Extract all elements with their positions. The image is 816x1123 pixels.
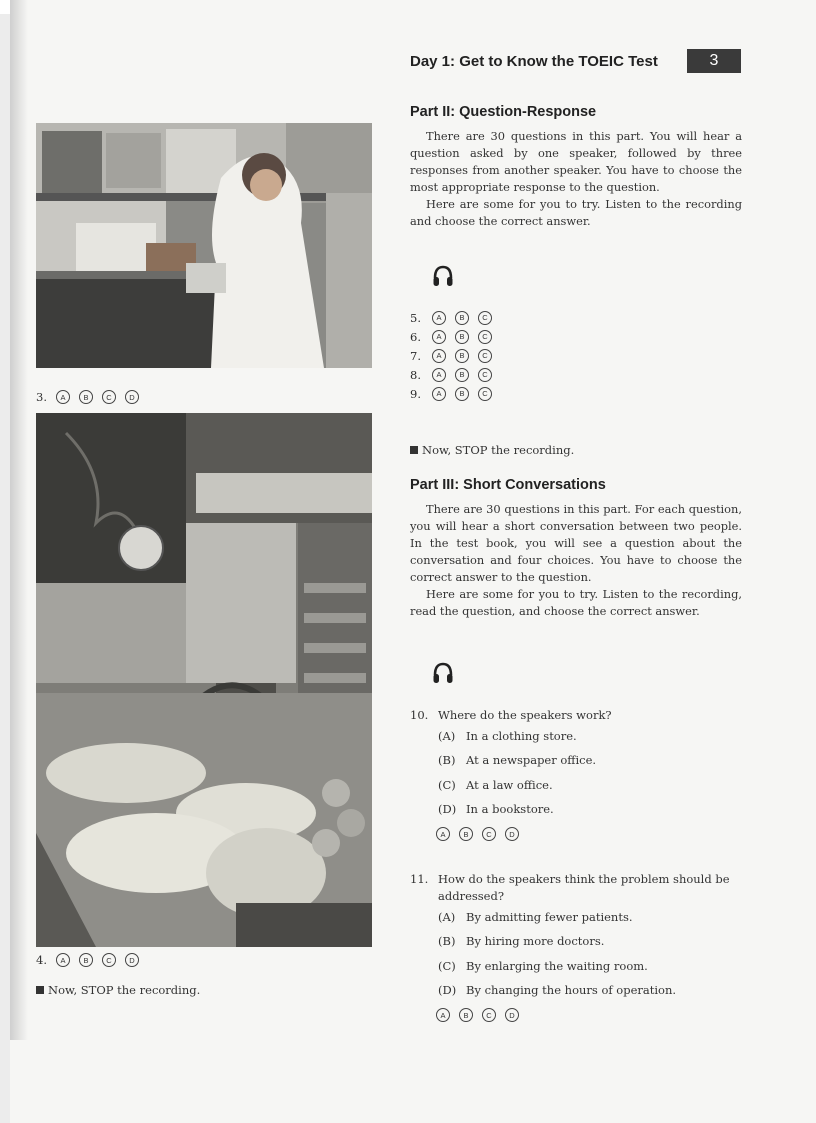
- choice-bubble[interactable]: D: [505, 827, 519, 841]
- choice-bubble[interactable]: B: [455, 330, 469, 344]
- option-text: At a law office.: [466, 777, 553, 792]
- answer-row: [410, 346, 501, 365]
- question-number: 5.: [410, 310, 421, 325]
- question-number: 8.: [410, 367, 421, 382]
- option-c[interactable]: [410, 954, 746, 979]
- part2-heading: Part II: Question-Response: [410, 104, 597, 120]
- choice-bubble[interactable]: A: [432, 330, 446, 344]
- choice-bubble[interactable]: C: [478, 349, 492, 363]
- stop-recording-note: [410, 443, 574, 457]
- answer-row: [410, 384, 501, 403]
- choice-bubble[interactable]: C: [102, 953, 116, 967]
- choice-bubble[interactable]: A: [436, 1008, 450, 1022]
- photo-4-number: 4.: [36, 953, 47, 967]
- answer-bubbles: [410, 1003, 746, 1027]
- question-number: 7.: [410, 348, 421, 363]
- stop-square-icon: [410, 446, 418, 454]
- part3-para2: Here are some for you to try. Listen to the recording, read the question, and choose the correct answer.: [410, 587, 742, 618]
- question-text: Where do the speakers work?: [438, 708, 612, 722]
- choice-bubble[interactable]: A: [436, 827, 450, 841]
- question-number: 6.: [410, 329, 421, 344]
- choice-bubble[interactable]: B: [455, 368, 469, 382]
- choice-bubble[interactable]: C: [478, 311, 492, 325]
- option-text: By enlarging the waiting room.: [466, 958, 648, 973]
- option-b[interactable]: [410, 749, 746, 774]
- photo-lab-worker: [36, 123, 372, 368]
- option-text: In a clothing store.: [466, 728, 577, 743]
- photo-3-answer-row: [36, 390, 148, 404]
- question-11: [410, 871, 746, 1027]
- choice-bubble[interactable]: D: [125, 390, 139, 404]
- option-d[interactable]: [410, 979, 746, 1004]
- answer-row: [410, 327, 501, 346]
- page-gutter-shadow: [10, 0, 28, 1040]
- option-b[interactable]: [410, 930, 746, 955]
- choice-bubble[interactable]: A: [432, 368, 446, 382]
- choice-bubble[interactable]: C: [482, 827, 496, 841]
- choice-bubble[interactable]: A: [432, 311, 446, 325]
- part2-intro: [410, 128, 742, 230]
- part3-para1: There are 30 questions in this part. For each question, you will hear a short conversation between two people. In the test book, you will see a question about the conversation and four choices. You have to choose the correct answer to the question.: [410, 502, 742, 584]
- photo-4-answer-row: [36, 953, 148, 967]
- photo-3-number: 3.: [36, 390, 47, 404]
- headphones-icon: [432, 264, 454, 288]
- option-text: By admitting fewer patients.: [466, 909, 633, 924]
- stop-text: Now, STOP the recording.: [422, 443, 575, 457]
- option-letter: (A): [438, 909, 456, 924]
- stop-square-icon: [36, 986, 44, 994]
- choice-bubble[interactable]: D: [505, 1008, 519, 1022]
- answer-bubbles: [410, 822, 746, 846]
- choice-bubble[interactable]: A: [432, 387, 446, 401]
- page-number: 3: [687, 49, 741, 73]
- choice-bubble[interactable]: B: [455, 387, 469, 401]
- choice-bubble[interactable]: D: [125, 953, 139, 967]
- headphones-icon: [432, 661, 454, 685]
- choice-bubble[interactable]: B: [455, 349, 469, 363]
- choice-bubble[interactable]: C: [102, 390, 116, 404]
- question-text: How do the speakers think the problem should be addressed?: [438, 872, 730, 903]
- part3-heading: Part III: Short Conversations: [410, 477, 606, 493]
- stop-text: Now, STOP the recording.: [48, 983, 201, 997]
- choice-bubble[interactable]: C: [482, 1008, 496, 1022]
- option-letter: (B): [438, 934, 456, 949]
- option-text: By changing the hours of operation.: [466, 983, 677, 998]
- choice-bubble[interactable]: B: [459, 827, 473, 841]
- option-text: At a newspaper office.: [466, 753, 597, 768]
- page-title: Day 1: Get to Know the TOEIC Test: [410, 52, 658, 70]
- choice-bubble[interactable]: B: [455, 311, 469, 325]
- option-letter: (D): [438, 983, 457, 998]
- stop-recording-note: [36, 983, 200, 997]
- question-number: 11.: [410, 872, 429, 886]
- option-letter: (C): [438, 777, 456, 792]
- choice-bubble[interactable]: A: [432, 349, 446, 363]
- option-text: In a bookstore.: [466, 802, 554, 817]
- part2-para1: There are 30 questions in this part. You will hear a question asked by one speaker, followed by three responses from another speaker. You have to choose the most appropriate response to the question.: [410, 129, 742, 194]
- choice-bubble[interactable]: A: [56, 390, 70, 404]
- answer-row: [410, 365, 501, 384]
- photo-fruit-market: [36, 413, 372, 947]
- question-number: 10.: [410, 708, 429, 722]
- option-letter: (A): [438, 728, 456, 743]
- option-c[interactable]: [410, 773, 746, 798]
- part2-answer-rows: [410, 308, 501, 403]
- choice-bubble[interactable]: C: [478, 368, 492, 382]
- answer-row: [410, 308, 501, 327]
- choice-bubble[interactable]: B: [79, 953, 93, 967]
- choice-bubble[interactable]: B: [79, 390, 93, 404]
- option-a[interactable]: [410, 724, 746, 749]
- option-letter: (D): [438, 802, 457, 817]
- choice-bubble[interactable]: B: [459, 1008, 473, 1022]
- choice-bubble[interactable]: C: [478, 387, 492, 401]
- part3-intro: [410, 501, 742, 620]
- option-letter: (B): [438, 753, 456, 768]
- option-letter: (C): [438, 958, 456, 973]
- page-header: [410, 49, 719, 73]
- option-text: By hiring more doctors.: [466, 934, 605, 949]
- part2-para2: Here are some for you to try. Listen to the recording and choose the correct answer.: [410, 197, 742, 228]
- choice-bubble[interactable]: A: [56, 953, 70, 967]
- question-number: 9.: [410, 386, 421, 401]
- question-10: [410, 707, 746, 846]
- option-a[interactable]: [410, 905, 746, 930]
- choice-bubble[interactable]: C: [478, 330, 492, 344]
- option-d[interactable]: [410, 798, 746, 823]
